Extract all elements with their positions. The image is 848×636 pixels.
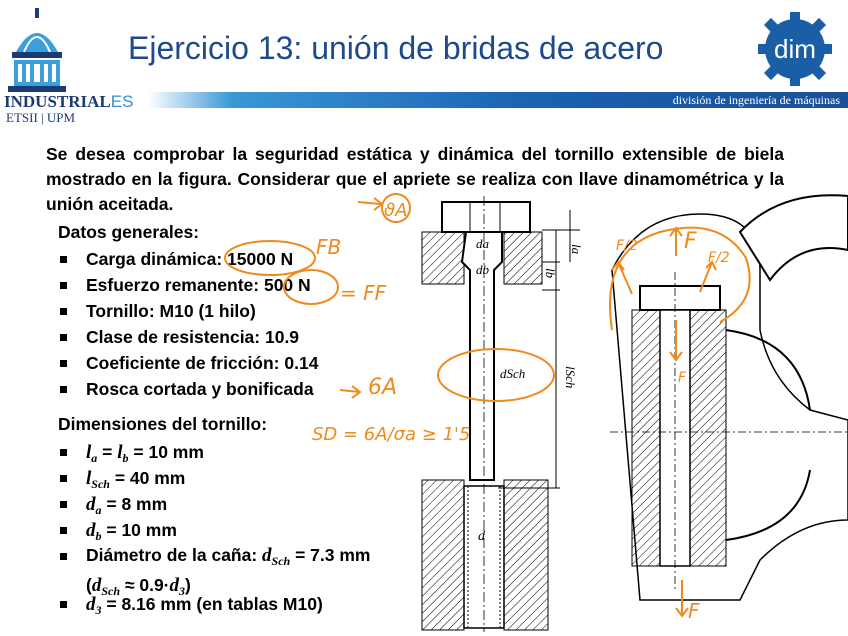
brand-subtitle: ETSII | UPM (6, 110, 76, 125)
list-item: $d_3 = 8.16$ mm (en tablas M10) (58, 591, 371, 617)
list-item: Rosca cortada y bonificada (58, 376, 318, 402)
label-d: d (478, 529, 485, 544)
note-dA: ϑA (384, 200, 408, 221)
dim-logo-text: dim (774, 34, 816, 64)
list-item: Clase de resistencia: 10.9 (58, 324, 318, 350)
list-item: $l_{Sch} = 40$ mm (58, 465, 371, 491)
note-F-mid: F (678, 370, 687, 386)
label-la: la (569, 244, 584, 255)
list-item: Diámetro de la caña: $d_{Sch} = 7.3$ mm $(d_{Sch} \approx 0.9\cdot d_3)$ (58, 543, 371, 591)
problem-statement: Se desea comprobar la seguridad estática y dinámica del tornillo extensible de biela mostrado en la figura. Considerar que el apriete se realiza con llave dinamométrica y la unión aceitada. (46, 144, 784, 214)
label-lb: lb (543, 268, 558, 279)
note-FF: = FF (340, 281, 387, 305)
list-item: $l_a = l_b = 10$ mm (58, 439, 371, 465)
list-item: Coeficiente de fricción: 0.14 (58, 350, 318, 376)
label-db: db (476, 262, 489, 277)
label-dsch: dSch (500, 366, 526, 381)
note-F2-right: F/2 (708, 250, 730, 266)
note-sD-formula: SD = 6A/σa ≥ 1'5 (312, 424, 471, 445)
label-da: da (476, 236, 489, 251)
division-label: división de ingeniería de máquinas (672, 93, 840, 107)
brand-name: INDUSTRIALES (4, 92, 134, 111)
note-sigmaA: 6A (368, 375, 398, 400)
label-lsch: lSch (563, 366, 578, 389)
datos-heading: Datos generales: (58, 222, 200, 242)
list-item: $d_a = 8$ mm (58, 491, 371, 517)
note-F-bottom: F (688, 599, 700, 623)
note-F-top: F (684, 229, 697, 254)
dimensiones-heading: Dimensiones del tornillo: (58, 414, 268, 434)
list-item: $d_b = 10$ mm (58, 517, 371, 543)
note-FB: FB (316, 235, 342, 259)
list-item: Carga dinámica: 15000 N (58, 246, 318, 272)
list-item: Esfuerzo remanente: 500 N (58, 272, 318, 298)
list-item: Tornillo: M10 (1 hilo) (58, 298, 318, 324)
page-title: Ejercicio 13: unión de bridas de acero (128, 30, 664, 66)
note-F2-left: F/2 (616, 238, 638, 254)
